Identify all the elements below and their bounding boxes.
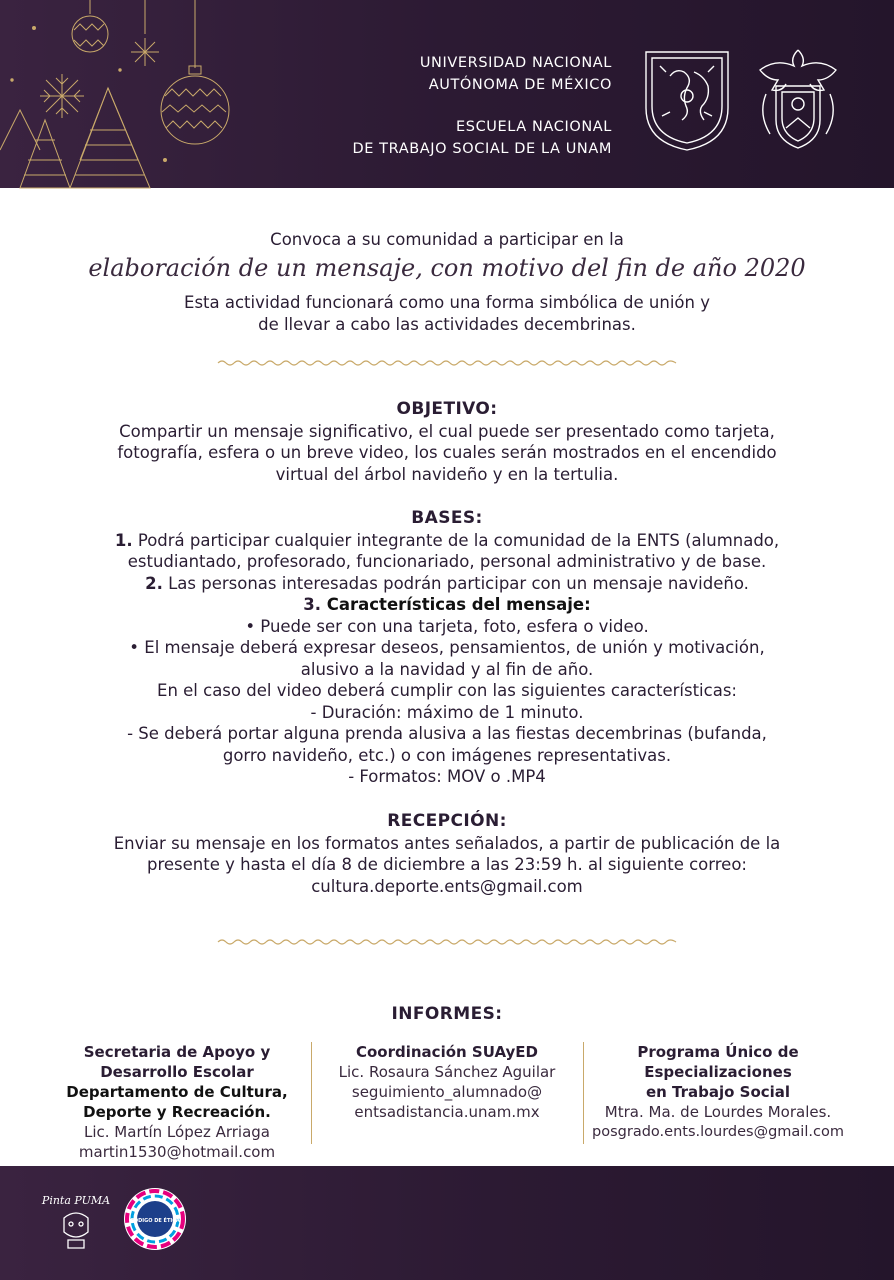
bases-section (0, 508, 894, 788)
contact-name: Lic. Rosaura Sánchez Aguilar (338, 1063, 556, 1081)
bases-detail: - Se deberá portar alguna prenda alusiva a las fiestas decembrinas (bufanda, (127, 724, 767, 743)
column-divider (311, 1042, 312, 1144)
contact-email: seguimiento_alumnado@ (351, 1083, 543, 1101)
contact-col-3 (590, 1042, 846, 1142)
institution-names (352, 52, 612, 160)
ents-shield-icon (748, 44, 848, 154)
school-name-line1: ESCUELA NACIONAL (456, 119, 612, 135)
objetivo-title: OBJETIVO: (396, 399, 498, 419)
contact-name: Lic. Martín López Arriaga (84, 1123, 270, 1141)
codigo-etica-logo-icon (122, 1186, 188, 1252)
pinta-puma-logo-icon (41, 1188, 111, 1258)
intro-line2: Esta actividad funcionará como una forma simbólica de unión y (184, 293, 710, 312)
christmas-decoration-icon (0, 0, 230, 188)
contact-title: Especializaciones (644, 1063, 792, 1081)
informes-title: INFORMES: (391, 1004, 503, 1024)
contact-email: martin1530@hotmail.com (78, 1143, 276, 1161)
informes-section (0, 1004, 894, 1026)
unam-shield-icon (640, 46, 734, 154)
footer-banner (0, 1166, 894, 1280)
contact-name: Mtra. Ma. de Lourdes Morales. (604, 1103, 832, 1121)
intro-script-line: elaboración de un mensaje, con motivo del fin de año 2020 (88, 254, 806, 282)
objetivo-section (0, 399, 894, 485)
bases-item-1-cont: estudiantado, profesorado, funcionariado, personal administrativo y de base. (127, 552, 767, 571)
objetivo-line: Compartir un mensaje significativo, el cual puede ser presentado como tarjeta, (119, 421, 775, 441)
contact-dept: Departamento de Cultura, (66, 1083, 288, 1101)
recepcion-line: Enviar su mensaje en los formatos antes señalados, a partir de publicación de la (113, 833, 781, 853)
bases-detail: - Duración: máximo de 1 minuto. (310, 702, 584, 722)
bases-detail: alusivo a la navidad y al fin de año. (300, 659, 594, 679)
bases-title: BASES: (411, 508, 483, 528)
bases-item-2 (0, 573, 894, 595)
bases-item-number: 2. (145, 573, 163, 593)
contact-col-2 (320, 1042, 574, 1122)
contact-title: Coordinación SUAyED (355, 1043, 538, 1061)
contact-dept: Deporte y Recreación. (83, 1103, 271, 1121)
logo-text: CÓDIGO DE ÉTICA (130, 1218, 180, 1224)
bases-detail: • El mensaje deberá expresar deseos, pensamientos, de unión y motivación, (129, 638, 765, 657)
contact-email: posgrado.ents.lourdes@gmail.com (592, 1124, 844, 1140)
bases-detail: • Puede ser con una tarjeta, foto, esfera o video. (245, 616, 649, 636)
wave-divider (218, 358, 676, 368)
recepcion-section (0, 811, 894, 897)
intro-line1: Convoca a su comunidad a participar en la (270, 230, 624, 249)
contact-title: Desarrollo Escolar (100, 1063, 254, 1081)
recepcion-title: RECEPCIÓN: (387, 811, 507, 831)
recepcion-line: presente y hasta el día 8 de diciembre a las 23:59 h. al siguiente correo: (147, 855, 747, 874)
recepcion-email: cultura.deporte.ents@gmail.com (311, 876, 583, 896)
bases-item-number: 3. (303, 595, 322, 614)
objetivo-line: virtual del árbol navideño y en la tertulia. (275, 464, 619, 484)
contact-email: entsadistancia.unam.mx (354, 1103, 540, 1121)
bases-item-text: Las personas interesadas podrán participar con un mensaje navideño. (162, 573, 749, 593)
school-name-line2: DE TRABAJO SOCIAL DE LA UNAM (352, 141, 612, 157)
contact-title: en Trabajo Social (645, 1083, 791, 1101)
header-banner (0, 0, 894, 188)
bases-item-text: Podrá participar cualquier integrante de la comunidad de la ENTS (alumnado, (132, 530, 780, 550)
contact-title: Secretaria de Apoyo y (83, 1043, 271, 1061)
column-divider (583, 1042, 584, 1144)
bases-item-number: 1. (114, 530, 133, 550)
bases-detail: - Formatos: MOV o .MP4 (348, 767, 546, 786)
bases-item-text: Características del mensaje: (321, 595, 591, 614)
contact-title: Programa Único de (637, 1043, 799, 1061)
university-name-line1: UNIVERSIDAD NACIONAL (419, 55, 612, 71)
university-name-line2: AUTÓNOMA DE MÉXICO (428, 77, 612, 93)
bases-item-3 (0, 594, 894, 616)
wave-divider (218, 937, 676, 947)
objetivo-line: fotografía, esfera o un breve video, los cuales serán mostrados en el encendido (117, 443, 777, 462)
contact-col-1 (50, 1042, 304, 1162)
bases-detail: gorro navideño, etc.) o con imágenes representativas. (222, 745, 672, 765)
bases-detail: En el caso del video deberá cumplir con las siguientes características: (157, 681, 737, 700)
bases-item-1 (0, 530, 894, 552)
logo-text: Pinta PUMA (41, 1194, 111, 1207)
intro-line3: de llevar a cabo las actividades decembrinas. (258, 315, 636, 334)
